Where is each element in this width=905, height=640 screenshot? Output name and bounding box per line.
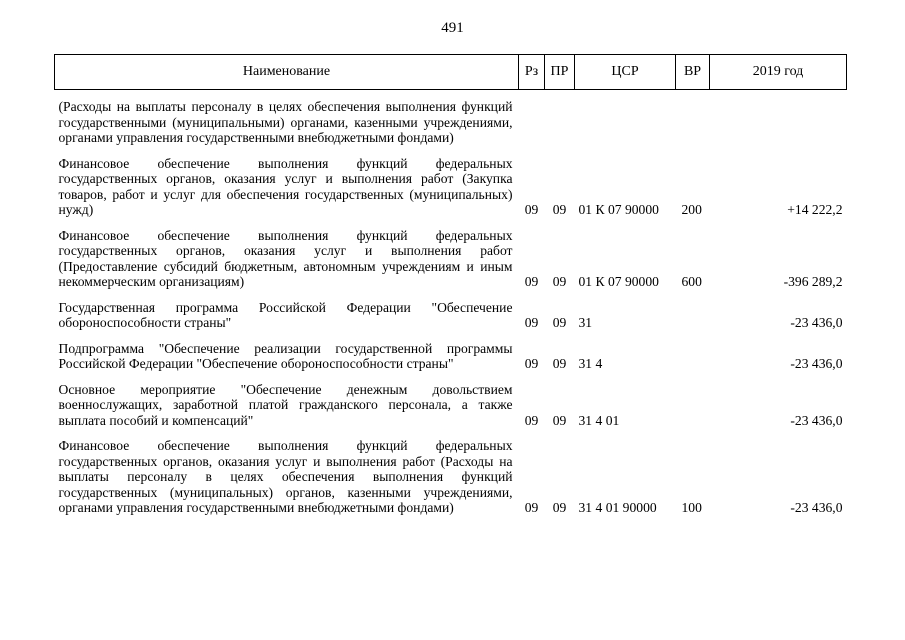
row-pr: 09 [552,202,567,217]
row-vr [676,300,710,341]
row-name: Финансовое обеспечение выполнения функций федеральных государственных органов, оказания услуг и выполнения работ (Закупка товаров, работ и услуг для обеспечения государственных (муниципальных) нужд) [58,155,513,217]
row-amount: -23 436,0 [790,356,843,371]
row-csr: 01 К 07 90000 [578,202,659,217]
row-csr: 31 [578,315,593,330]
row-pr: 09 [552,500,567,515]
row-csr: 31 4 01 90000 [578,500,657,515]
row-amount: -23 436,0 [790,500,843,515]
row-name: Финансовое обеспечение выполнения функций федеральных государственных органов, оказания услуг и выполнения работ (Предоставление субсидий бюджетным, автономным учреждениям и иным некоммерческим организациям) [58,227,513,289]
row-rz: 09 [524,315,539,330]
table-row [55,90,847,156]
header-rz: Рз [519,55,545,90]
row-amount: -23 436,0 [790,412,843,428]
row-pr: 09 [552,356,567,371]
row-amount: +14 222,2 [787,202,843,217]
row-name: Финансовое обеспечение выполнения функций федеральных государственных органов, оказания услуг и выполнения работ (Расходы на выплаты персоналу в целях обеспечения выполнения функций государственных (муниципальных) органов, казенными учреждениями, органами управления государственными внебюджетными фондами) [58,438,513,515]
row-csr: 01 К 07 90000 [578,274,659,289]
row-rz: 09 [524,202,539,217]
row-rz: 09 [524,274,539,289]
table-row [55,300,847,341]
row-rz: 09 [524,500,539,515]
header-csr: ЦСР [575,55,676,90]
row-pr: 09 [552,274,567,289]
row-name: (Расходы на выплаты персоналу в целях обеспечения выполнения функций государственными (муниципальными) органами, казенными учреждениями, органами управления государственными внебюджетными фондами) [58,99,513,145]
row-rz [519,90,545,156]
table-row [55,228,847,300]
table-row [55,382,847,439]
row-pr: 09 [552,315,567,330]
row-pr [545,90,575,156]
row-csr: 31 4 [578,356,603,371]
table-row [55,438,847,526]
row-csr: 31 4 01 [578,412,620,428]
header-name: Наименование [55,55,519,90]
budget-table [54,54,847,526]
row-amount: -23 436,0 [790,315,843,330]
row-vr: 100 [681,500,702,515]
row-rz: 09 [524,356,539,371]
row-name: Основное мероприятие "Обеспечение денежным довольствием военнослужащих, заработной платой гражданского персонала, а также выплата пособий и компенсаций" [58,381,513,428]
header-pr: ПР [545,55,575,90]
table-row [55,156,847,228]
header-vr: ВР [676,55,710,90]
row-pr: 09 [552,412,567,428]
table-header-row [55,55,847,90]
row-vr [676,382,710,439]
header-year: 2019 год [710,55,847,90]
row-name: Подпрограмма "Обеспечение реализации государственной программы Российской Федерации "Обеспечение обороноспособности страны" [58,340,513,371]
row-name: Государственная программа Российской Федерации "Обеспечение обороноспособности страны" [58,299,513,330]
row-vr [676,90,710,156]
row-amount: -396 289,2 [783,274,843,289]
row-vr: 200 [681,202,702,217]
row-csr [575,90,676,156]
table-row [55,341,847,382]
row-vr: 600 [681,274,702,289]
row-amount [710,90,847,156]
page-number: 491 [441,20,464,36]
row-rz: 09 [524,412,539,428]
row-vr [676,341,710,382]
